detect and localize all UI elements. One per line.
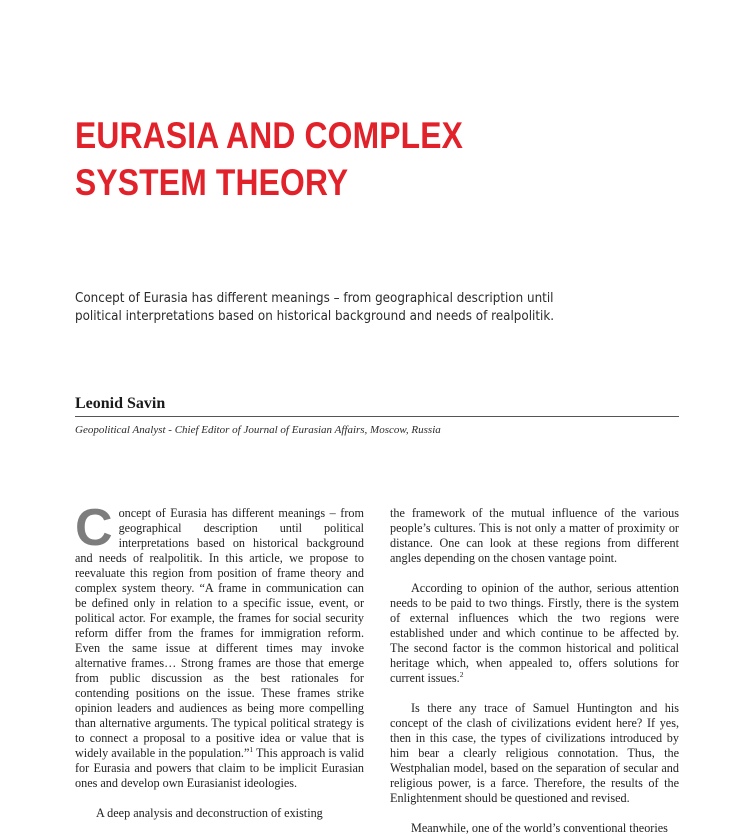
- body-column-left: [75, 499, 364, 821]
- body-paragraph: A deep analysis and deconstruction of existing: [96, 806, 323, 820]
- paragraph-text-tail: This approach is valid for Eurasia and powers that claim to be implicit Eurasian ones and develop own Eurasianist ideologies.: [75, 746, 364, 790]
- paragraph-text: oncept of Eurasia has different meanings – from geographical description until political interpretations based on historical background and needs of realpolitik. In this article, we propose to reevaluate this region from position of frame theory and complex system theory. “A frame in communication can be defined only in relation to a specific issue, event, or political actor. For example, the frames for social security reform differ from the frames for immigration reform. Even the same issue at different times may invoke alternative frames… Strong frames are those that emerge from public discussion as the best rationales for contending positions on the issue. These frames strike opinion leaders and audiences as being more compelling than alternative arguments. The typical political strategy is to connect a proposal to a positive idea or value that is widely available in the population.”: [75, 506, 364, 760]
- author-affiliation: Geopolitical Analyst - Chief Editor of Journal of Eurasian Affairs, Moscow, Russia: [75, 424, 441, 436]
- body-paragraph: Meanwhile, one of the world’s conventional theories: [411, 821, 668, 835]
- body-column-right: [390, 506, 679, 836]
- body-paragraph: [75, 499, 364, 791]
- body-paragraph: [390, 581, 679, 686]
- article-abstract: [75, 290, 590, 326]
- article-title: [75, 112, 557, 206]
- author-name: Leonid Savin: [75, 395, 166, 412]
- abstract-line-2: political interpretations based on historical background and needs of realpolitik.: [75, 309, 555, 324]
- article-title-line-2: SYSTEM THEORY: [75, 162, 349, 203]
- article-title-line-1: EURASIA AND COMPLEX: [75, 115, 464, 156]
- footnote-ref: 1: [249, 744, 254, 754]
- drop-cap: C: [75, 499, 113, 557]
- author-divider: [75, 416, 679, 417]
- paragraph-text: According to opinion of the author, serious attention needs to be paid to two things. Firstly, there is the system of external influences which the two regions were established under and which continue to be affected by. The second factor is the common historical and political heritage which, when appealed to, offers solutions for current issues.: [390, 581, 679, 685]
- body-paragraph: Is there any trace of Samuel Huntington and his concept of the clash of civilizations evident here? If yes, then in this case, the types of civilizations introduced by him bear a clearly religious connotation. Thus, the Westphalian model, based on the separation of secular and religious power, is a farce. Therefore, the results of the Enlightenment should be questioned and revised.: [390, 701, 679, 805]
- abstract-line-1: Concept of Eurasia has different meanings – from geographical description until: [75, 291, 554, 306]
- footnote-ref: 2: [459, 669, 464, 679]
- body-paragraph: the framework of the mutual influence of the various people’s cultures. This is not only a matter of proximity or distance. One can look at these regions from different angles depending on the chosen vantage point.: [390, 506, 679, 565]
